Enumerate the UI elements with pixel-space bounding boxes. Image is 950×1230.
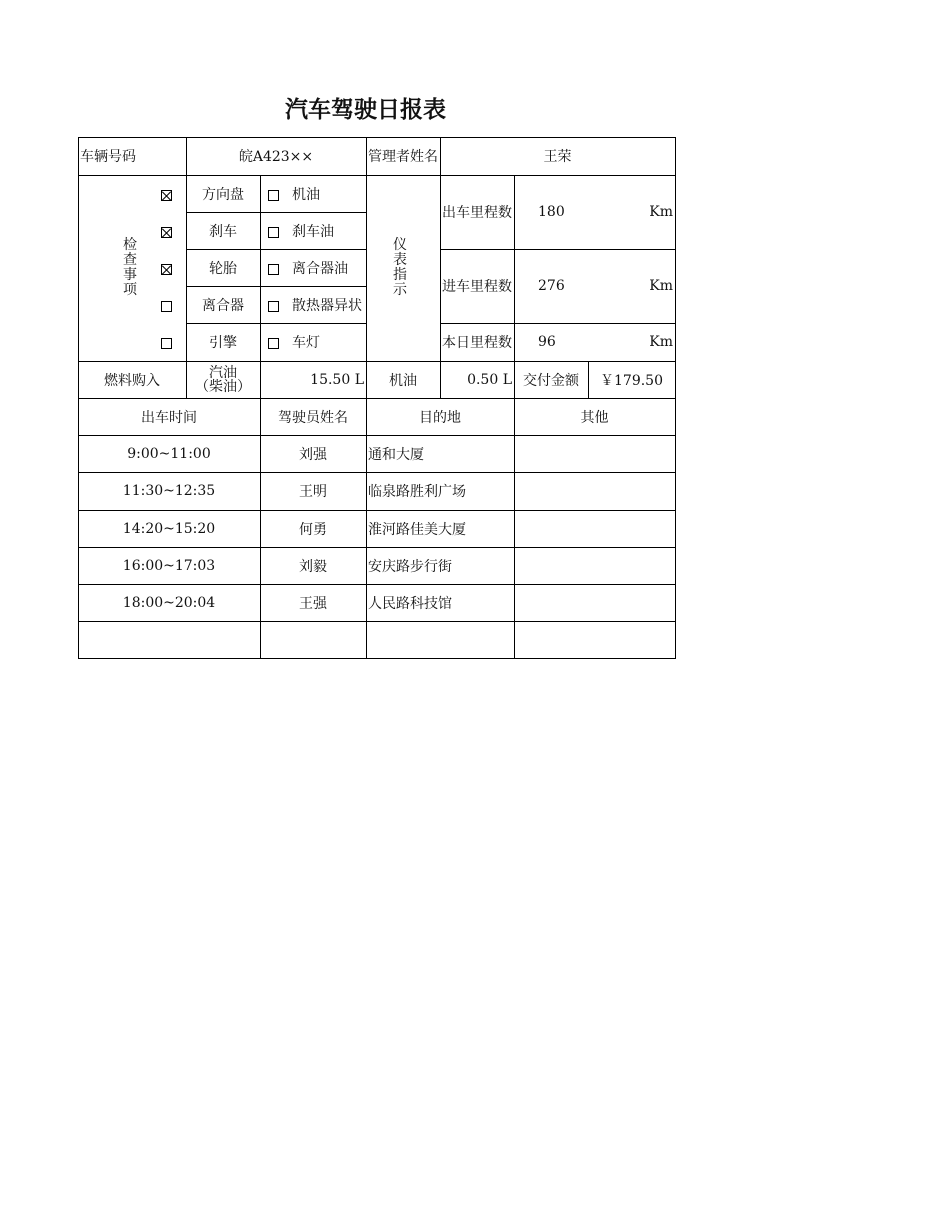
inspection-checkbox[interactable]: [161, 301, 172, 312]
trip-destination: 通和大厦: [368, 446, 424, 463]
inspection-checkbox[interactable]: [268, 338, 279, 349]
inspection-label-char: 事: [123, 267, 137, 283]
gas-label-line: 汽油: [209, 364, 237, 381]
inspection-checkbox[interactable]: [268, 301, 279, 312]
plate-label: 车辆号码: [80, 149, 136, 165]
inspection-item-label: 引擎: [209, 335, 237, 351]
inspection-item-label: 刹车: [209, 223, 237, 240]
gas-label: [186, 361, 260, 398]
trip-driver: 刘强: [299, 446, 327, 463]
oil-label: 机油: [389, 372, 417, 389]
report-title: 汽车驾驶日报表: [285, 96, 446, 123]
trip-driver: 王明: [299, 484, 327, 500]
inspection-item-label: 方向盘: [202, 186, 244, 203]
meter-label-char: 表: [393, 252, 407, 268]
oil-value: 0.50 L: [467, 371, 512, 388]
trip-destination: 安庆路步行街: [368, 558, 452, 575]
pay-label: 交付金额: [523, 372, 579, 389]
trip-time: 14:20~15:20: [122, 520, 216, 537]
trip-other: [514, 547, 675, 584]
trip-driver: [260, 621, 366, 658]
trip-time: [78, 621, 260, 658]
meter-row-label: 出车里程数: [442, 205, 512, 221]
meter-label-char: 仪: [393, 237, 407, 253]
plate-value: 皖A423××: [238, 149, 314, 165]
meter-row-value: 96: [538, 334, 556, 350]
trip-other: [514, 435, 675, 472]
meter-row-label: 进车里程数: [442, 279, 512, 295]
inspection-item-label: 轮胎: [209, 260, 237, 277]
inspection-checkbox[interactable]: [268, 264, 279, 275]
meter-label-char: 指: [393, 267, 407, 283]
trip-destination: 淮河路佳美大厦: [368, 521, 466, 538]
trip-destination: 人民路科技馆: [368, 595, 452, 612]
trip-header: 驾驶员姓名: [278, 409, 348, 426]
trip-time: 18:00~20:04: [122, 594, 216, 611]
trip-driver: 刘毅: [299, 558, 327, 575]
inspection-label: [110, 175, 150, 361]
inspection-checkbox[interactable]: [161, 264, 172, 275]
inspection-label-char: 检: [123, 237, 137, 253]
trip-driver: 何勇: [299, 521, 327, 538]
meter-row-unit: Km: [649, 278, 673, 294]
inspection-checkbox[interactable]: [161, 227, 172, 238]
inspection-item-label: 车灯: [292, 335, 320, 351]
trip-time: 11:30~12:35: [122, 483, 216, 499]
inspection-checkbox[interactable]: [161, 338, 172, 349]
trip-header: 出车时间: [141, 409, 197, 426]
trip-destination: [366, 621, 514, 658]
manager-label: 管理者姓名: [368, 149, 438, 165]
meter-row-unit: Km: [649, 204, 673, 220]
trip-time: 16:00~17:03: [122, 557, 216, 574]
inspection-item-label: 散热器异状: [292, 297, 362, 314]
inspection-label-char: 项: [123, 282, 137, 298]
meter-row-unit: Km: [649, 334, 673, 350]
trip-other: [514, 510, 675, 547]
inspection-label-char: 查: [123, 252, 137, 268]
inspection-checkbox[interactable]: [268, 227, 279, 238]
trip-header: 其他: [580, 409, 609, 426]
gas-label-line: （柴油）: [195, 378, 251, 395]
meter-label: [380, 175, 420, 361]
trip-other: [514, 621, 675, 658]
inspection-item-label: 刹车油: [292, 223, 334, 240]
manager-value: 王荣: [543, 149, 572, 165]
meter-row-value: 180: [538, 204, 565, 220]
gas-value: 15.50 L: [310, 371, 364, 388]
inspection-checkbox[interactable]: [161, 190, 172, 201]
trip-header: 目的地: [419, 409, 461, 426]
trip-other: [514, 472, 675, 510]
inspection-item-label: 机油: [292, 186, 320, 203]
inspection-item-label: 离合器油: [292, 260, 348, 277]
trip-destination: 临泉路胜利广场: [368, 484, 466, 500]
meter-row-label: 本日里程数: [442, 335, 512, 351]
inspection-item-label: 离合器: [202, 297, 244, 314]
meter-label-char: 示: [393, 282, 407, 298]
inspection-checkbox[interactable]: [268, 190, 279, 201]
trip-time: 9:00~11:00: [127, 445, 211, 462]
fuel-label: 燃料购入: [104, 372, 160, 389]
trip-other: [514, 584, 675, 621]
meter-row-value: 276: [538, 278, 565, 294]
trip-driver: 王强: [299, 595, 327, 612]
pay-value: ￥179.50: [600, 372, 663, 389]
